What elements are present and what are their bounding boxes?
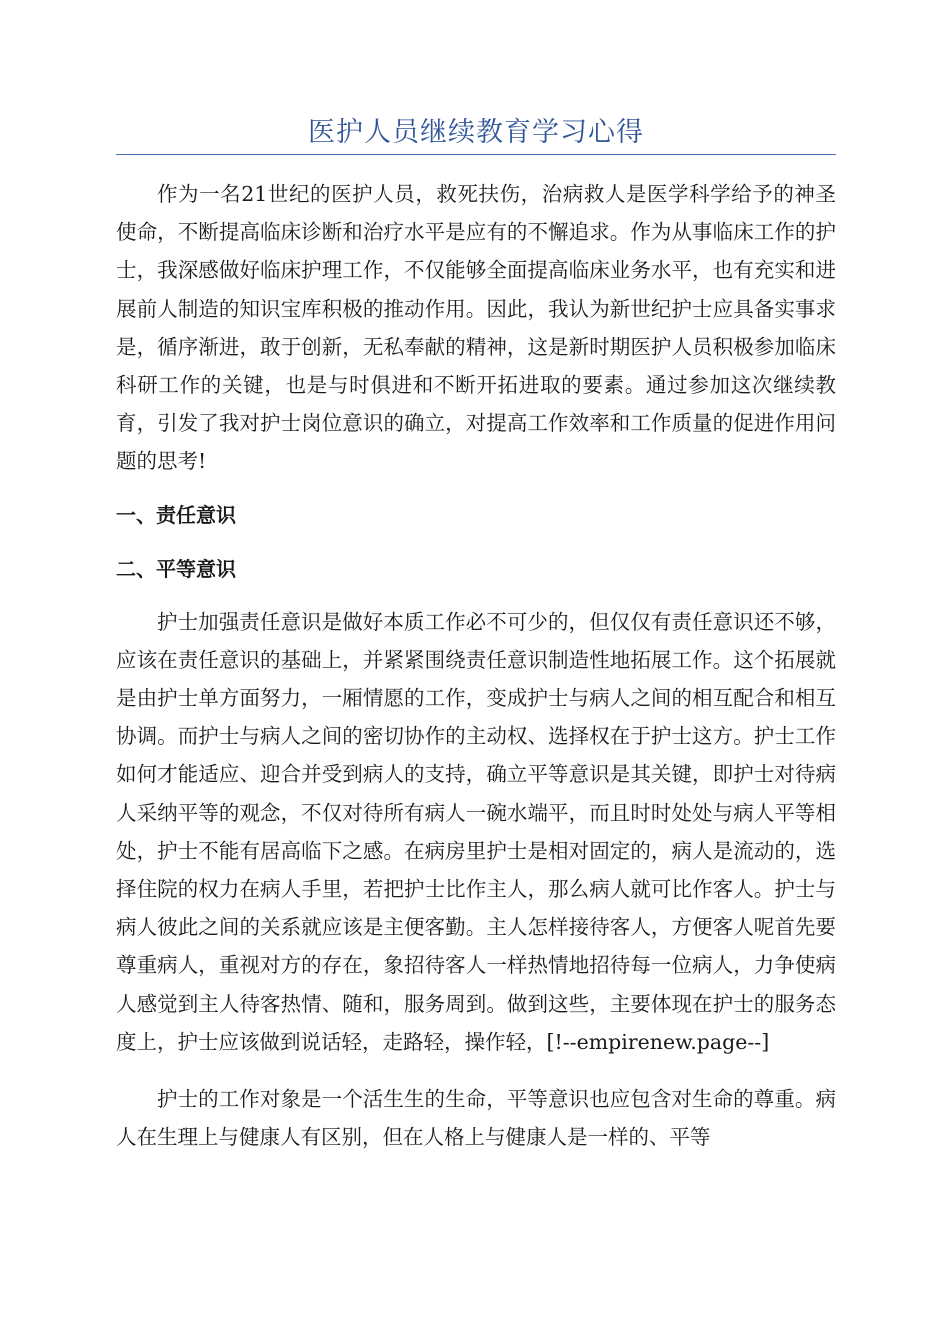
title-underline (116, 154, 836, 155)
section-heading-responsibility: 一、责任意识 (116, 502, 236, 527)
equality-paragraph: 护士加强责任意识是做好本质工作必不可少的，但仅仅有责任意识还不够，应该在责任意识的基础上，并紧紧围绕责任意识制造性地拓展工作。这个拓展就是由护士单方面努力，一厢情愿的工作，变成护士与病人之间的相互配合和相互协调。而护士与病人之间的密切协作的主动权、选择权在于护士这方。护士工作如何才能适应、迎合并受到病人的支持，确立平等意识是其关键，即护士对待病人采纳平等的观念，不仅对待所有病人一碗水端平，而且时时处处与病人平等相处，护士不能有居高临下之感。在病房里护士是相对固定的，病人是流动的，选择住院的权力在病人手里，若把护士比作主人，那么病人就可比作客人。护士与病人彼此之间的关系就应该是主便客勤。主人怎样接待客人，方便客人呢首先要尊重病人，重视对方的存在，象招待客人一样热情地招待每一位病人，力争使病人感觉到主人待客热情、随和，服务周到。做到这些，主要体现在护士的服务态度上，护士应该做到说话轻，走路轻，操作轻，[!--empirenew.page--] (116, 609, 836, 1054)
respect-life-paragraph: 护士的工作对象是一个活生生的生命，平等意识也应包含对生命的尊重。病人在生理上与健康人有区别，但在人格上与健康人是一样的、平等 (116, 1087, 836, 1150)
document-page (116, 112, 836, 1156)
section-heading-equality: 二、平等意识 (116, 556, 236, 581)
intro-paragraph: 作为一名21世纪的医护人员，救死扶伤，治病救人是医学科学给予的神圣使命，不断提高临床诊断和治疗水平是应有的不懈追求。作为从事临床工作的护士，我深感做好临床护理工作，不仅能够全面提高临床业务水平，也有充实和进展前人制造的知识宝库积极的推动作用。因此，我认为新世纪护士应具备实事求是，循序渐进，敢于创新，无私奉献的精神，这是新时期医护人员积极参加临床科研工作的关键，也是与时俱进和不断开拓进取的要素。通过参加这次继续教育，引发了我对护士岗位意识的确立，对提高工作效率和工作质量的促进作用问题的思考! (116, 182, 836, 474)
document-title: 医护人员继续教育学习心得 (308, 117, 644, 148)
